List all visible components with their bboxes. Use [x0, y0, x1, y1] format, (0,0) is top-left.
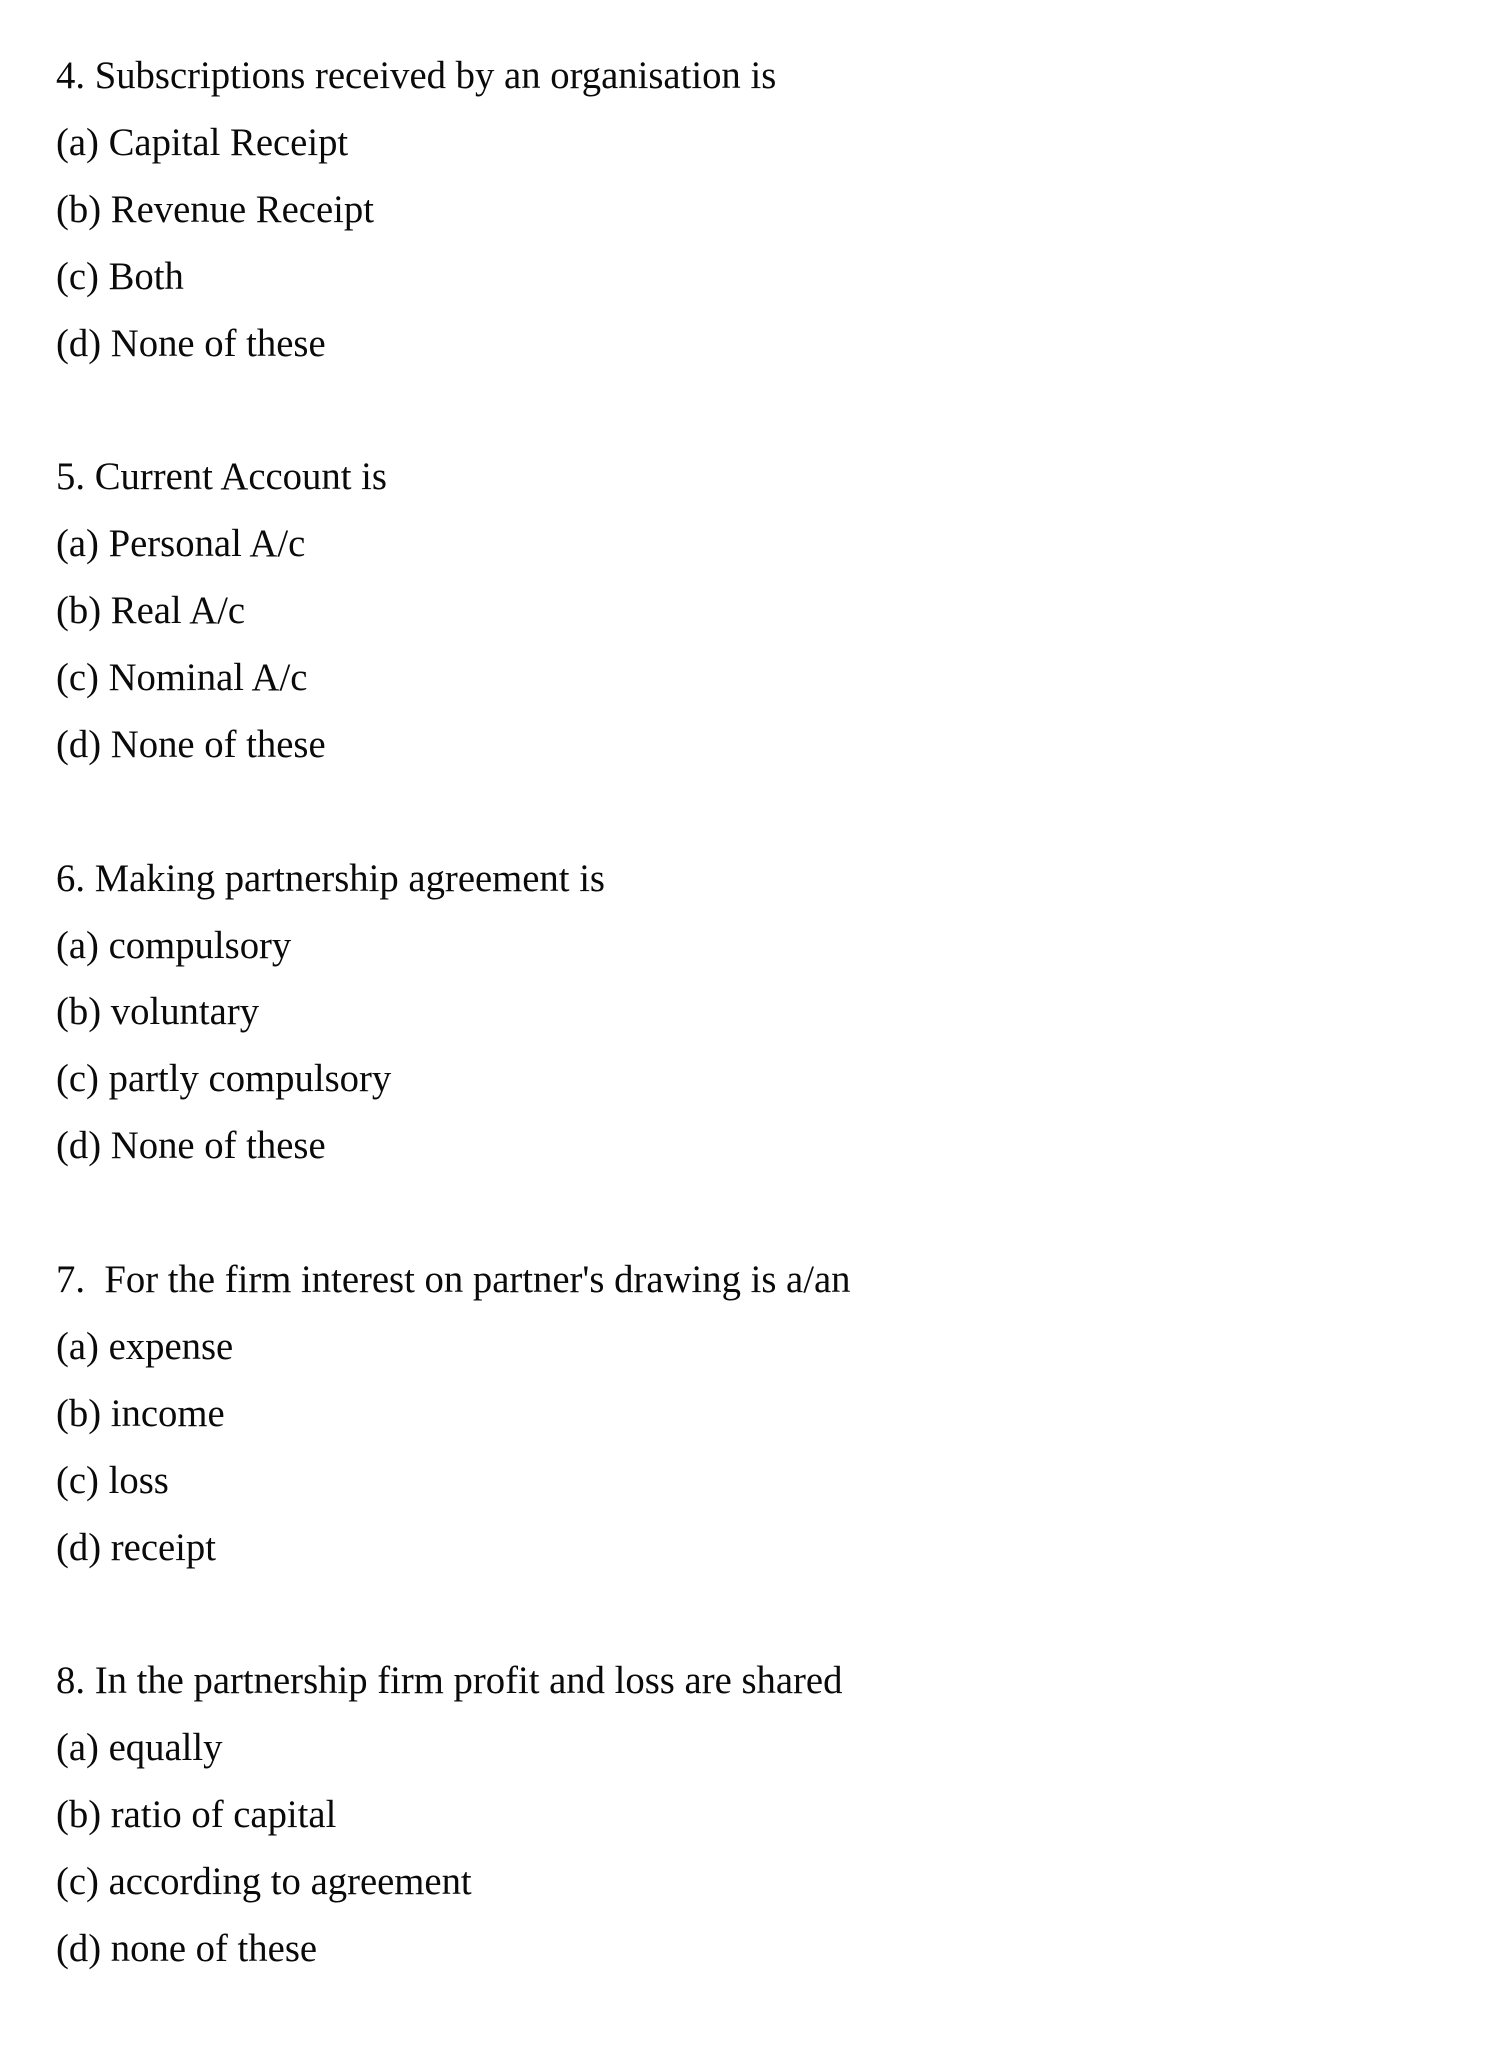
- option-c: (c) Both: [56, 255, 184, 298]
- option-b: (b) Revenue Receipt: [56, 188, 374, 231]
- option-d: (d) none of these: [56, 1927, 318, 1970]
- option-d: (d) None of these: [56, 1125, 326, 1168]
- option-a: (a) equally: [56, 1727, 223, 1770]
- option-a: (a) Personal A/c: [56, 523, 306, 566]
- option-a: (a) compulsory: [56, 924, 292, 967]
- option-c: (c) partly compulsory: [56, 1058, 392, 1101]
- question-text: 5. Current Account is: [56, 456, 387, 499]
- option-d: (d) None of these: [56, 723, 326, 766]
- question-8: [56, 1648, 1456, 1982]
- option-c: (c) Nominal A/c: [56, 657, 308, 700]
- option-a: (a) Capital Receipt: [56, 121, 349, 164]
- question-text: 4. Subscriptions received by an organisation is: [56, 55, 777, 97]
- option-b: (b) voluntary: [56, 991, 260, 1034]
- question-list: [56, 43, 1456, 2050]
- option-d: (d) receipt: [56, 1526, 217, 1569]
- option-d: (d) None of these: [56, 322, 326, 365]
- option-b: (b) Real A/c: [56, 590, 246, 633]
- question-4: [56, 43, 1456, 377]
- question-text: 7. For the firm interest on partner's drawing is a/an: [56, 1259, 851, 1302]
- option-a: (a) expense: [56, 1325, 234, 1368]
- question-text: 8. In the partnership firm profit and loss are shared: [56, 1660, 843, 1703]
- question-7: [56, 1247, 1456, 1581]
- question-6: [56, 846, 1456, 1180]
- option-b: (b) income: [56, 1392, 225, 1435]
- option-c: (c) according to agreement: [56, 1861, 472, 1904]
- option-c: (c) loss: [56, 1459, 169, 1502]
- question-text: 6. Making partnership agreement is: [56, 857, 605, 900]
- option-b: (b) ratio of capital: [56, 1794, 337, 1837]
- question-5: [56, 444, 1456, 778]
